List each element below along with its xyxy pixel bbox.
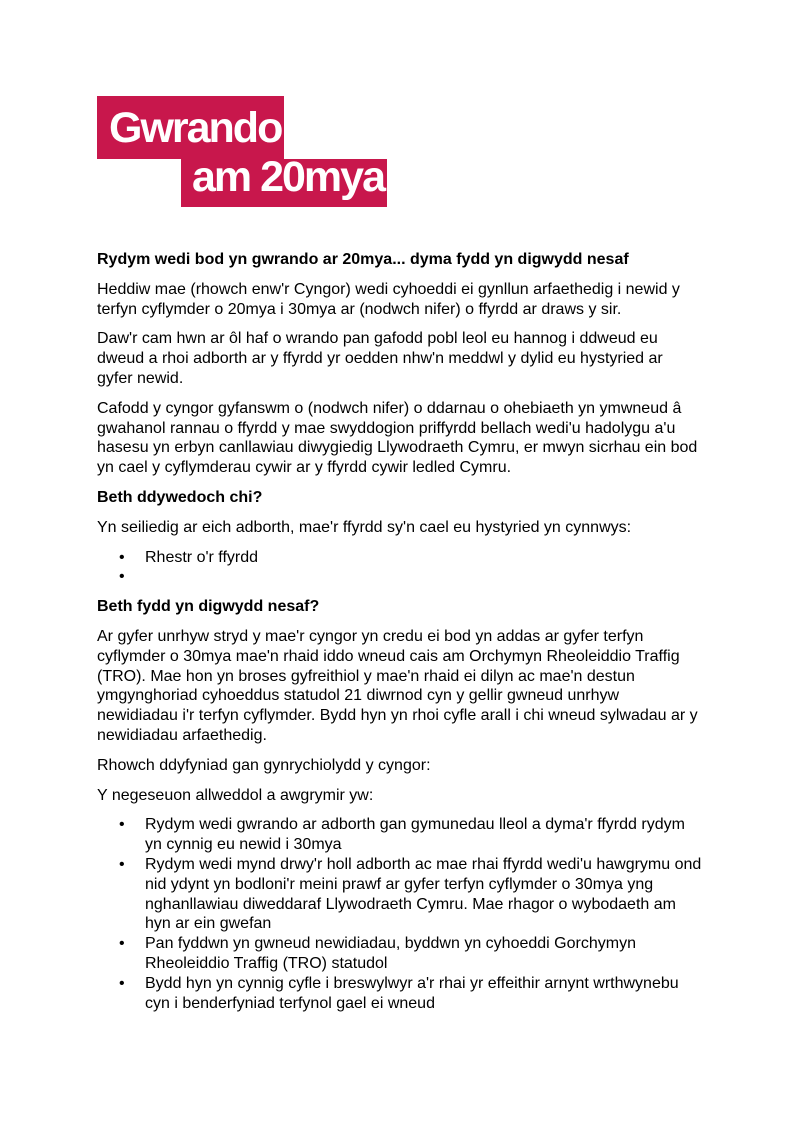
list-item-text: Rydym wedi mynd drwy'r holl adborth ac mae rhai ffyrdd wedi'u hawgrymu ond nid ydynt yn bodloni'r meini prawf ar gyfer terfyn cyflymder o 30mya yng nghanllawiau diweddaraf Llywodraeth Cymru. Mae rhagor o wybodaeth am hyn ar ein gwefan — [145, 855, 702, 933]
intro-paragraph-2: Daw'r cam hwn ar ôl haf o wrando pan gafodd pobl leol eu hannog i ddweud eu dweud a rhoi adborth ar y ffyrdd yr oedden nhw'n meddwl y dylid eu hystyried ar gyfer newid. — [97, 330, 663, 387]
section-heading-what-next: Beth fydd yn digwydd nesaf? — [97, 598, 320, 616]
list-item — [119, 934, 702, 974]
document-body — [97, 250, 702, 1013]
key-messages-list — [97, 815, 702, 1013]
list-item — [119, 855, 702, 934]
list-item-text: Bydd hyn yn cynnig cyfle i breswylwyr a'r rhai yr effeithir arnynt wrthwynebu cyn i benderfyniad terfynol gael ei wneud — [145, 974, 679, 1012]
bullet-icon: • — [119, 568, 125, 586]
section-heading-what-you-said: Beth ddywedoch chi? — [97, 488, 263, 506]
list-item — [119, 974, 702, 1014]
document-page — [97, 96, 702, 1023]
list-item-text: Rhestr o'r ffyrdd — [145, 548, 259, 566]
main-heading: Rydym wedi bod yn gwrando ar 20mya... dyma fydd yn digwydd nesaf — [97, 251, 629, 268]
roads-list — [97, 548, 702, 588]
intro-paragraph-1: Heddiw mae (rhowch enw'r Cyngor) wedi cyhoeddi ei gynllun arfaethedig i newid y terfyn cyflymder o 20mya i 30mya ar (nodwch nifer) o ffyrdd ar draws y sir. — [97, 280, 680, 318]
next-paragraph-2: Rhowch ddyfyniad gan gynrychiolydd y cyngor: — [97, 756, 431, 774]
list-item — [119, 815, 702, 855]
list-item — [119, 548, 702, 568]
gwrando-20mya-logo — [97, 96, 387, 208]
list-item — [119, 567, 702, 587]
list-item-text: Pan fyddwn yn gwneud newidiadau, byddwn yn cyhoeddi Gorchymyn Rheoleiddio Traffig (TRO) statudol — [145, 935, 636, 972]
bullet-icon: • — [119, 548, 125, 566]
list-item-text: Rydym wedi gwrando ar adborth gan gymunedau lleol a dyma'r ffyrdd rydym yn cynnig eu newid i 30mya — [145, 816, 685, 854]
logo-line-1: Gwrando — [109, 104, 282, 152]
bullet-icon: • — [119, 855, 125, 873]
bullet-icon: • — [119, 935, 125, 953]
logo-line-2: am 20mya — [192, 153, 384, 201]
bullet-icon: • — [119, 974, 125, 992]
next-paragraph-3: Y negeseuon allweddol a awgrymir yw: — [97, 786, 374, 804]
said-paragraph: Yn seiliedig ar eich adborth, mae'r ffyrdd sy'n cael eu hystyried yn cynnwys: — [97, 518, 632, 536]
intro-paragraph-3: Cafodd y cyngor gyfanswm o (nodwch nifer) o ddarnau o ohebiaeth yn ymwneud â gwahanol rannau o ffyrdd y mae swyddogion priffyrdd bellach wedi'u hadolygu a'u hasesu yn erbyn canllawiau diwygiedig Llywodraeth Cymru, er mwyn sicrhau ein bod yn cael y cyflymderau cywir ar y ffyrdd cywir ledled Cymru. — [97, 399, 698, 477]
next-paragraph-1: Ar gyfer unrhyw stryd y mae'r cyngor yn credu ei bod yn addas ar gyfer terfyn cyflymder o 30mya mae'n rhaid iddo wneud cais am Orchymyn Rheoleiddio Traffig (TRO). Mae hon yn broses gyfreithiol y mae'n rhaid ei dilyn ac mae'n destun ymgynghoriad cyhoeddus statudol 21 diwrnod cyn y gellir gwneud unrhyw newidiadau i'r terfyn cyflymder. Bydd hyn yn rhoi cyfle arall i chi wneud sylwadau ar y newidiadau arfaethedig. — [97, 627, 698, 744]
bullet-icon: • — [119, 816, 125, 834]
